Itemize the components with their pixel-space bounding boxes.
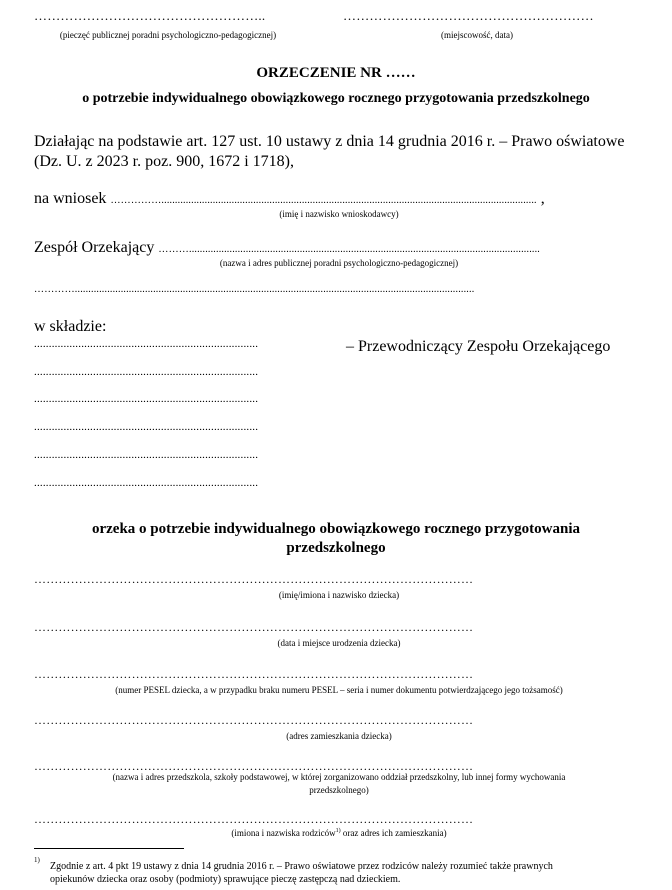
request-line — [34, 190, 545, 208]
decision-heading-line1: orzeka o potrzebie indywidualnego obowiązkowego rocznego przygotowania — [91, 521, 581, 537]
team-line — [34, 239, 540, 257]
parents-dots: ……………………………………………………………………………………………… — [34, 812, 474, 826]
school-dots: ……………………………………………………………………………………………… — [34, 759, 474, 773]
request-trail: , — [540, 190, 545, 207]
birth-dots: ……………………………………………………………………………………………… — [34, 620, 474, 634]
member-line-chair: ............................................................................ — [34, 338, 259, 350]
member-line: ............................................................................ — [34, 477, 259, 489]
legal-basis-line2: (Dz. U. z 2023 r. poz. 900, 1672 i 1718), — [34, 153, 294, 170]
school-caption-line2: przedszkolnego) — [309, 785, 369, 795]
address-dots: ……………………………………………………………………………………………… — [34, 713, 474, 727]
document-title: ORZECZENIE NR …… — [256, 65, 416, 81]
footnote-line2: opiekunów dziecka oraz osoby (podmioty) sprawujące pieczę zastępczą nad dzieckiem. — [50, 874, 401, 885]
member-line: ............................................................................ — [34, 421, 259, 433]
team-line2-dots: ………….................................................................................................................................................... — [34, 284, 475, 295]
child-name-dots: ……………………………………………………………………………………………… — [34, 572, 474, 586]
place-date-caption: (miejscowość, data) — [441, 30, 513, 40]
birth-caption: (data i miejsce urodzenia dziecka) — [277, 638, 401, 648]
team-dots: ……….................................................................................................................................. — [158, 244, 540, 255]
request-dots: ……………........................................................................................................................................... — [110, 195, 537, 206]
document-subtitle: o potrzebie indywidualnego obowiązkowego rocznego przygotowania przedszkolnego — [82, 91, 590, 106]
footnote-separator — [34, 848, 184, 849]
team-label: Zespół Orzekający — [34, 239, 155, 256]
member-line: ............................................................................ — [34, 393, 259, 405]
decision-heading-line2: przedszkolnego — [286, 540, 386, 556]
school-caption: (nazwa i adres przedszkola, szkoły podstawowej, w której zorganizowano oddział przedszkolny, lub innej formy wychowania — [112, 772, 566, 782]
stamp-dots: …………………………………………….. — [34, 8, 266, 23]
parents-caption — [34, 828, 644, 838]
parents-caption-text-end: oraz adres ich zamieszkania) — [340, 828, 447, 838]
member-line: ............................................................................ — [34, 449, 259, 461]
child-name-caption: (imię/imiona i nazwisko dziecka) — [278, 590, 400, 600]
request-label: na wniosek — [34, 190, 107, 207]
team-caption: (nazwa i adres publicznej poradni psychologiczno-pedagogicznej) — [219, 258, 459, 268]
chair-role: – Przewodniczący Zespołu Orzekającego — [346, 338, 611, 355]
pesel-caption: (numer PESEL dziecka, a w przypadku braku numeru PESEL – seria i numer dokumentu potwierdzającego jego tożsamość) — [115, 685, 563, 695]
footnote-line1: Zgodnie z art. 4 pkt 19 ustawy z dnia 14 grudnia 2016 r. – Prawo oświatowe przez rodziców należy rozumieć także prawnych — [50, 861, 553, 872]
legal-basis-line1: Działając na podstawie art. 127 ust. 10 ustawy z dnia 14 grudnia 2016 r. – Prawo oświatowe — [34, 133, 625, 150]
footnote-marker: 1) — [34, 856, 40, 864]
pesel-dots: ……………………………………………………………………………………………… — [34, 667, 474, 681]
request-caption: (imię i nazwisko wnioskodawcy) — [279, 209, 399, 219]
address-caption: (adres zamieszkania dziecka) — [286, 731, 392, 741]
footnote-ref: 1) — [335, 828, 341, 834]
member-line: ............................................................................ — [34, 366, 259, 378]
parents-caption-text: (imiona i nazwiska rodziców — [231, 828, 336, 838]
stamp-caption: (pieczęć publicznej poradni psychologiczno-pedagogicznej) — [59, 30, 277, 40]
composition-label: w składzie: — [34, 318, 107, 335]
place-date-dots: ………………………………………………… — [343, 8, 594, 23]
